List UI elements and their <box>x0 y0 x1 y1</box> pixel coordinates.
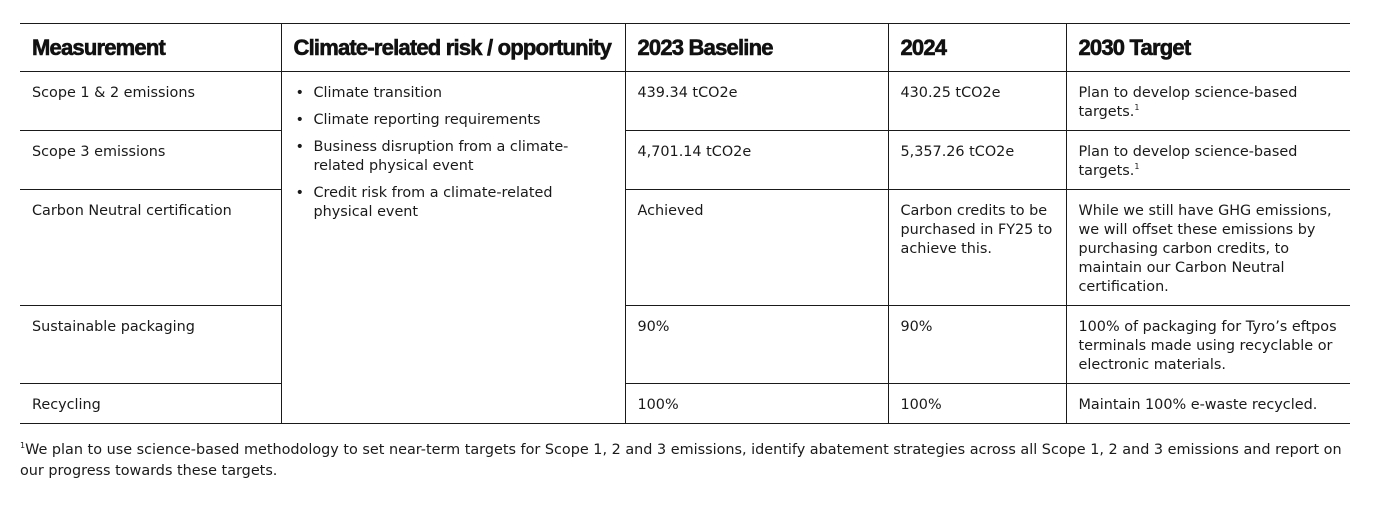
value-2024-cell: 430.25 tCO2e <box>888 72 1066 131</box>
value-2024-cell: 5,357.26 tCO2e <box>888 131 1066 190</box>
target-text: Plan to develop science-based targets. <box>1078 144 1298 179</box>
header-measurement: Measurement <box>20 24 281 72</box>
table-row <box>20 384 1350 424</box>
table-row <box>20 190 1350 306</box>
measurement-cell: Scope 3 emissions <box>20 131 281 190</box>
table-row <box>20 72 1350 131</box>
baseline-cell: Achieved <box>625 190 888 306</box>
table-row <box>20 306 1350 384</box>
target-text: Plan to develop science-based targets. <box>1078 85 1298 120</box>
risk-item: • Business disruption from a climate-related physical event <box>314 138 613 176</box>
climate-metrics-table <box>20 23 1350 424</box>
value-2024-cell: 100% <box>888 384 1066 424</box>
target-cell: 100% of packaging for Tyro’s eftpos terminals made using recyclable or electronic materials. <box>1066 306 1350 384</box>
risk-item: • Climate transition <box>314 84 613 103</box>
table-row <box>20 131 1350 190</box>
baseline-cell: 439.34 tCO2e <box>625 72 888 131</box>
header-2024: 2024 <box>888 24 1066 72</box>
header-2030-target: 2030 Target <box>1066 24 1350 72</box>
target-cell <box>1066 72 1350 131</box>
measurement-cell: Carbon Neutral certification <box>20 190 281 306</box>
header-row <box>20 24 1350 72</box>
baseline-cell: 4,701.14 tCO2e <box>625 131 888 190</box>
measurement-cell: Scope 1 & 2 emissions <box>20 72 281 131</box>
risk-item: • Credit risk from a climate-related physical event <box>314 184 613 222</box>
footnote-text: We plan to use science-based methodology to set near-term targets for Scope 1, 2 and 3 emissions, identify abatement strategies across all Scope 1, 2 and 3 emissions and report on our progress towards these targets. <box>20 442 1342 479</box>
measurement-cell: Sustainable packaging <box>20 306 281 384</box>
footnote-marker: 1 <box>20 441 26 451</box>
header-2023-baseline: 2023 Baseline <box>625 24 888 72</box>
value-2024-cell: Carbon credits to be purchased in FY25 to achieve this. <box>888 190 1066 306</box>
value-2024-cell: 90% <box>888 306 1066 384</box>
target-cell <box>1066 131 1350 190</box>
target-cell: While we still have GHG emissions, we will offset these emissions by purchasing carbon credits, to maintain our Carbon Neutral certification. <box>1066 190 1350 306</box>
baseline-cell: 90% <box>625 306 888 384</box>
risk-list <box>294 84 613 222</box>
target-cell: Maintain 100% e-waste recycled. <box>1066 384 1350 424</box>
risk-opportunity-cell <box>281 72 625 424</box>
footnote-marker: 1 <box>1134 162 1140 172</box>
risk-item: • Climate reporting requirements <box>314 111 613 130</box>
header-risk-opportunity: Climate-related risk / opportunity <box>281 24 625 72</box>
footnote <box>20 440 1350 482</box>
measurement-cell: Recycling <box>20 384 281 424</box>
footnote-marker: 1 <box>1134 103 1140 113</box>
baseline-cell: 100% <box>625 384 888 424</box>
